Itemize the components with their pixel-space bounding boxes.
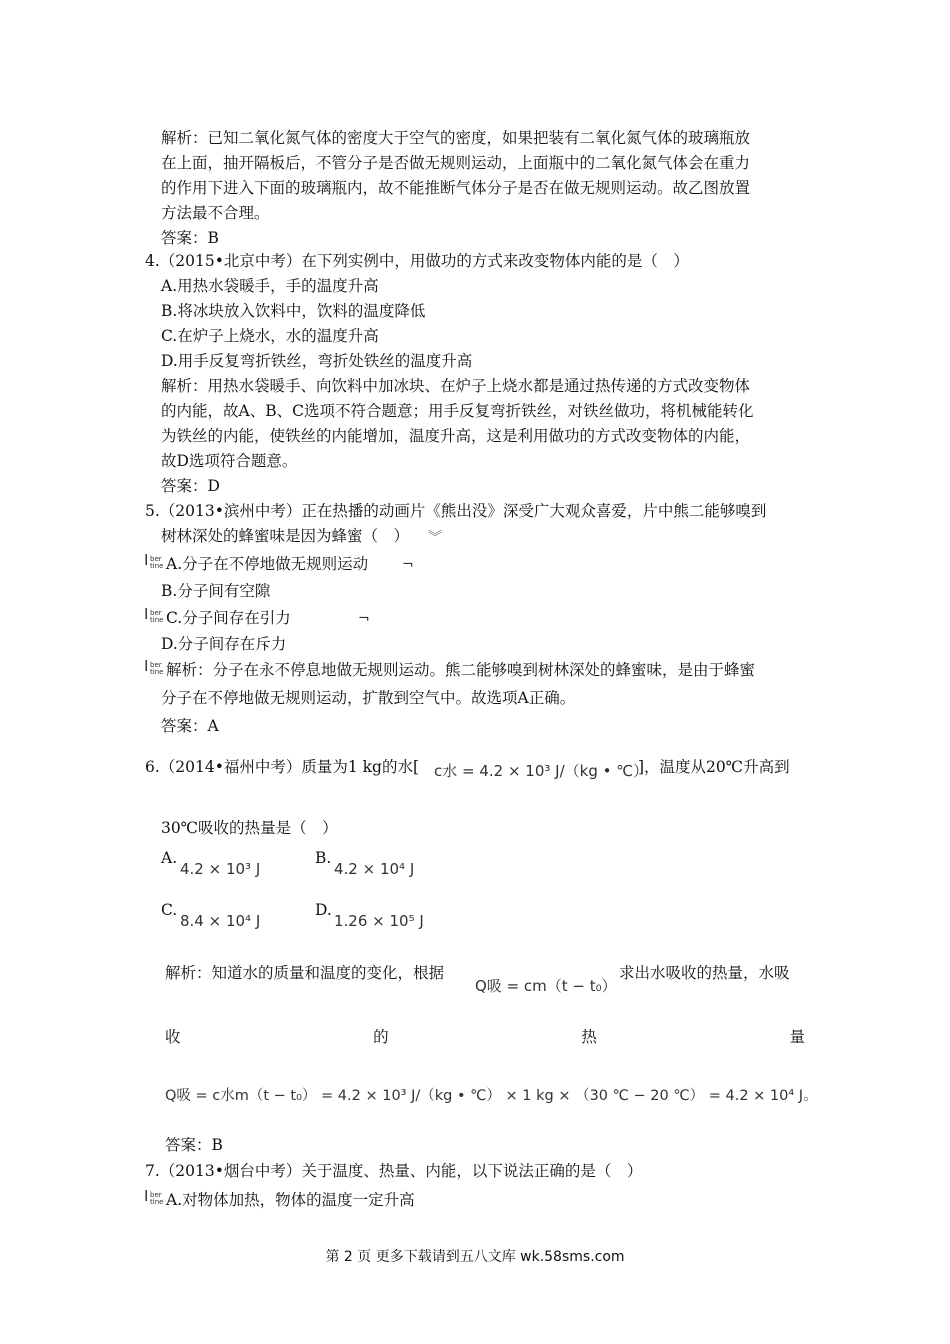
q5-option-d: D.分子间存在斥力	[161, 635, 287, 653]
q6-option-b-label: B.	[315, 849, 332, 867]
q5-option-a: A.分子在不停地做无规则运动	[166, 555, 369, 573]
q6-option-d-value: 1.26 × 10⁵ J	[334, 912, 424, 930]
text-marker-icon: I ber tine	[144, 1187, 164, 1206]
text-marker-icon: I ber tine	[144, 551, 164, 570]
q4-option-a: A.用热水袋暖手，手的温度升高	[161, 277, 379, 295]
q5-option-b: B.分子间有空隙	[161, 582, 271, 600]
q6-stem-end: ]，温度从20℃升高到	[638, 758, 790, 776]
q6-option-d-label: D.	[315, 901, 332, 919]
q3-analysis-line-4: 方法最不合理。	[161, 204, 270, 222]
q6-answer: 答案：B	[165, 1136, 223, 1154]
q3-analysis-line-2: 在上面，抽开隔板后，不管分子是否做无规则运动，上面瓶中的二氧化氮气体会在重力	[161, 154, 751, 172]
q4-option-c: C.在炉子上烧水，水的温度升高	[161, 327, 379, 345]
q6-spread-word-1: 收	[165, 1028, 181, 1046]
q4-stem: 4.（2015•北京中考）在下列实例中，用做功的方式来改变物体内能的是（ ）	[145, 252, 689, 270]
q6-analysis-end: 求出水吸收的热量，水吸	[619, 964, 790, 982]
q4-analysis-line-3: 为铁丝的内能，使铁丝的内能增加，温度升高，这是利用做功的方式改变物体的内能，	[161, 427, 751, 445]
corner-mark-icon: ¬	[402, 557, 414, 573]
q5-analysis-line-2: 分子在不停地做无规则运动，扩散到空气中。故选项A正确。	[161, 689, 576, 707]
q6-option-a-value: 4.2 × 10³ J	[180, 860, 261, 878]
q5-answer: 答案：A	[161, 717, 219, 735]
q7-option-a: A.对物体加热，物体的温度一定升高	[166, 1191, 415, 1209]
q5-stem-line-2: 树林深处的蜂蜜味是因为蜂蜜（ ）	[161, 527, 410, 545]
text-marker-icon: I ber tine	[144, 605, 164, 624]
q6-spread-word-3: 热	[581, 1028, 597, 1046]
q4-answer: 答案：D	[161, 477, 220, 495]
q6-spread-word-4: 量	[789, 1028, 805, 1046]
q6-option-b-value: 4.2 × 10⁴ J	[334, 860, 415, 878]
q4-analysis-line-2: 的内能，故A、B、C选项不符合题意；用手反复弯折铁丝，对铁丝做功，将机械能转化	[161, 402, 754, 420]
q6-analysis-formula: Q吸 = cm（t − t₀）	[475, 977, 617, 995]
q6-option-a-label: A.	[161, 849, 178, 867]
q3-analysis-line-3: 的作用下进入下面的玻璃瓶内，故不能推断气体分子是否在做无规则运动。故乙图放置	[161, 179, 751, 197]
q5-stem-line-1: 5.（2013•滨州中考）正在热播的动画片《熊出没》深受广大观众喜爱，片中熊二能够嗅到	[145, 502, 767, 520]
q6-stem-line-2: 30℃吸收的热量是（ ）	[161, 819, 338, 837]
q3-analysis-line-1: 解析：已知二氧化氮气体的密度大于空气的密度，如果把装有二氧化氮气体的玻璃瓶放	[161, 129, 751, 147]
q6-option-c-value: 8.4 × 10⁴ J	[180, 912, 261, 930]
q6-spread-line	[165, 1025, 805, 1047]
double-chevron-down-icon: ︾	[428, 530, 442, 546]
q6-stem-formula: c水 = 4.2 × 10³ J/（kg • ℃）	[434, 762, 649, 780]
q6-result-formula: Q吸 = c水m（t − t₀） = 4.2 × 10³ J/（kg • ℃） × 1 kg × （30 ℃ − 20 ℃） = 4.2 × 10⁴ J。	[165, 1088, 818, 1104]
q4-analysis-line-1: 解析：用热水袋暖手、向饮料中加冰块、在炉子上烧水都是通过热传递的方式改变物体	[161, 377, 751, 395]
text-marker-icon: I ber tine	[144, 657, 164, 676]
q6-analysis-start: 解析：知道水的质量和温度的变化，根据	[165, 964, 445, 982]
q4-analysis-line-4: 故D选项符合题意。	[161, 452, 298, 470]
q4-option-b: B.将冰块放入饮料中，饮料的温度降低	[161, 302, 426, 320]
q6-stem-start: 6.（2014•福州中考）质量为1 kg的水[	[145, 758, 420, 776]
q5-analysis-line-1: 解析：分子在永不停息地做无规则运动。熊二能够嗅到树林深处的蜂蜜味，是由于蜂蜜	[166, 661, 756, 679]
q6-option-c-label: C.	[161, 901, 178, 919]
corner-mark-icon: ¬	[358, 611, 370, 627]
q4-option-d: D.用手反复弯折铁丝，弯折处铁丝的温度升高	[161, 352, 473, 370]
q6-spread-word-2: 的	[373, 1028, 389, 1046]
q7-stem: 7.（2013•烟台中考）关于温度、热量、内能，以下说法正确的是（ ）	[145, 1162, 643, 1180]
q3-answer: 答案：B	[161, 229, 219, 247]
q5-option-c: C.分子间存在引力	[166, 609, 291, 627]
page-footer: 第 2 页 更多下载请到五八文库 wk.58sms.com	[325, 1249, 625, 1265]
